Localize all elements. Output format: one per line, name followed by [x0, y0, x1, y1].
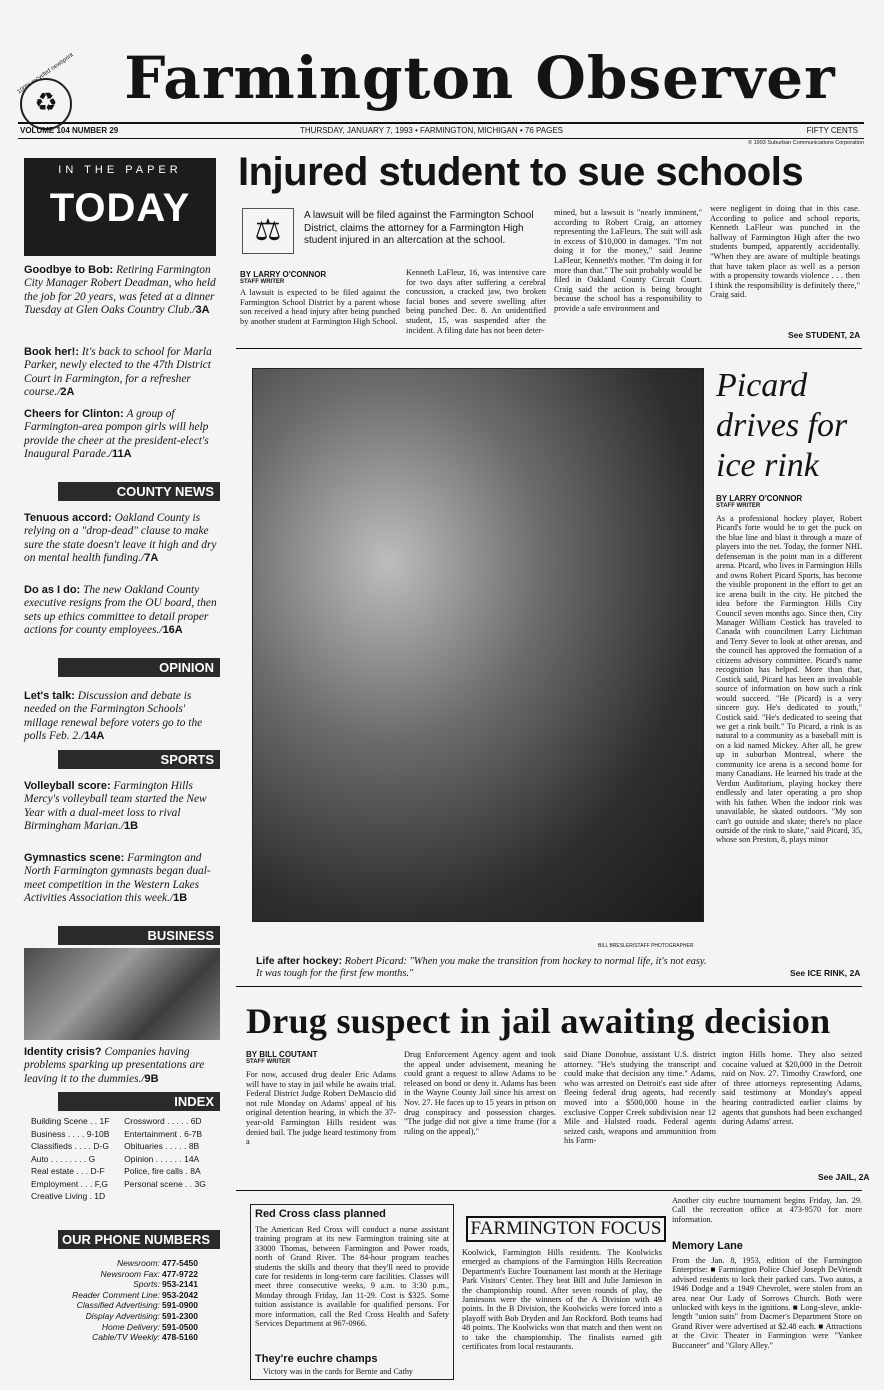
phone-label: Sports: [133, 1279, 160, 1290]
teaser-cheers-clinton[interactable] [24, 408, 220, 462]
volume-number: VOLUME 104 NUMBER 29 [20, 126, 119, 135]
teaser-page: 2A [60, 386, 75, 399]
teaser-goodbye-bob[interactable] [24, 264, 220, 318]
photo-credit: BILL BRESLER/STAFF PHOTOGRAPHER [598, 943, 694, 949]
phone-label: Cable/TV Weekly: [92, 1332, 160, 1343]
section-index: INDEX [58, 1092, 220, 1111]
scales-of-justice-icon: ⚖ [242, 208, 294, 254]
phone-label: Reader Comment Line: [72, 1289, 160, 1300]
story2-see-jump[interactable]: See ICE RINK, 2A [790, 968, 861, 978]
section-county-news: COUNTY NEWS [58, 482, 220, 501]
farmington-focus-title: FARMINGTON FOCUS [466, 1216, 666, 1242]
index-row [30, 1116, 218, 1127]
teaser-head: Book her!: [24, 346, 79, 358]
phone-number: 477-9722 [162, 1268, 198, 1279]
in-the-paper-label: IN THE PAPER [58, 164, 182, 176]
story2-byline-block [716, 494, 866, 509]
teaser-head: Do as I do: [24, 584, 81, 596]
business-photo [24, 948, 220, 1040]
index-cell: Building Scene . . 1F [31, 1116, 110, 1126]
masthead-title: Farmington Observer [124, 44, 836, 112]
index-cell [123, 1191, 218, 1202]
story1-col4: were negligent in doing that in this case. According to police and school reports, Kenneth LaFleur was punched in the hallway of Farmington High after the two students bumped, apparently accidentally. "When they are aware of multiple beatings that have taken place as well as a person with a propensity towards violence . . . then I think the responsibility is definitely there," Craig said. [710, 204, 860, 300]
story3-col3: said Diane Donohue, assistant U.S. district attorney. "He's studying the transcript and could make that decision any time." Adams, who was arrested on Detroit's east side after fleeing federal drug agents, had recently moved into a $500,000 house in the exclusive Copper Creek subdivision near 12 Mile and Halsted roads. Federal agents seized cash, weapons and ammunition from his Farm- [564, 1050, 716, 1146]
story3-col1: For now, accused drug dealer Eric Adams will have to stay in jail while he awaits trial. Federal District Judge Robert DeMascio did not rule Monday on Adams' appeal of his original detention hearing, in which the 37-year-old Farmington Hills resident was denied bail. The judge heard testimony from a [246, 1070, 396, 1147]
index-cell: Police, fire calls . 8A [124, 1166, 201, 1176]
teaser-head: Gymnastics scene: [24, 852, 125, 864]
recycle-label: 100% recycled newsprint [16, 52, 75, 96]
phone-row [28, 1311, 220, 1322]
teaser-book-her[interactable] [24, 346, 220, 400]
teaser-page: 3A [195, 304, 210, 317]
recycle-icon: ♻ [20, 78, 72, 130]
index-row [30, 1191, 218, 1202]
phone-label: Newsroom Fax: [100, 1268, 160, 1279]
story3-byline-block [246, 1050, 396, 1065]
story3-byline-title: STAFF WRITER [246, 1059, 291, 1065]
index-cell: Classifieds . . . . D-G [31, 1141, 109, 1151]
story1-col2: Kenneth LaFleur, 16, was intensive care for two days after suffering a cerebral concussion, a cracked jaw, two broken facial bones and severe swelling after being punched Dec. 8. An unidentified student, 15, was suspended after the incident. A filing date has not been deter- [406, 268, 546, 335]
teaser-gymnastics[interactable] [24, 852, 220, 906]
today-label: TODAY [49, 186, 191, 230]
hockey-store-photo [252, 368, 704, 922]
index-cell: Real estate . . . D-F [31, 1166, 105, 1176]
story3-see-jump[interactable]: See JAIL, 2A [818, 1172, 870, 1182]
memory-lane-head: Memory Lane [672, 1240, 743, 1252]
phone-number: 591-0500 [162, 1321, 198, 1332]
copyright: © 1993 Suburban Communications Corporation [748, 140, 864, 146]
story1-byline: BY LARRY O'CONNOR [240, 270, 327, 279]
caption-text: Robert Picard: "When you make the transition from hockey to normal life, it's not easy. It was tough for the first few months." [256, 956, 707, 979]
in-the-paper-today-box [24, 158, 216, 256]
phone-row [28, 1258, 220, 1269]
teaser-head: Goodbye to Bob: [24, 264, 114, 276]
index-table [28, 1114, 220, 1204]
story2-byline: BY LARRY O'CONNOR [716, 494, 803, 503]
teaser-tenuous-accord[interactable] [24, 512, 220, 566]
index-cell: Obituaries . . . . . 8B [124, 1141, 200, 1151]
redcross-brief-box [250, 1204, 454, 1380]
phone-label: Classified Advertising: [76, 1300, 160, 1311]
phone-label: Display Advertising: [85, 1310, 160, 1321]
story1-deck: A lawsuit will be filed against the Farmington School District, claims the attorney for a Farmington High student injured in an altercation at the school. [304, 210, 534, 246]
phone-label: Home Delivery: [101, 1321, 160, 1332]
section-opinion: OPINION [58, 658, 220, 677]
story2-byline-title: STAFF WRITER [716, 503, 761, 509]
teaser-page: 1B [124, 820, 139, 833]
teaser-body: Discussion and debate is needed on the Farmington Schools' millage renewal before voters go to the polls Feb. 2./ [24, 690, 203, 743]
story3-col4: ington Hills home. They also seized cocaine valued at $20,000 in the Detroit raid on Nov. 27. Timothy Crawford, one of three attorneys representing Adams, said testimony at Monday's appeal hearing contradicted earlier claims by agents that gunshots had been exchanged during Adams' arrest. [722, 1050, 862, 1127]
teaser-head: Let's talk: [24, 690, 75, 702]
teaser-page: 9B [144, 1072, 159, 1085]
phone-row [28, 1279, 220, 1290]
teaser-body: The new Oakland County executive resigns from the OU board, then sets up ethics committee to detail proper actions for county employees./ [24, 584, 217, 637]
teaser-body: It's back to school for Marla Parker, newly elected to the 47th District Court in Farmington, for a refresher course./ [24, 346, 212, 399]
redcross-head: Red Cross class planned [255, 1208, 386, 1220]
teaser-identity-crisis[interactable] [24, 1046, 220, 1086]
index-cell: Personal scene . . 3G [124, 1178, 206, 1189]
teaser-page: 7A [144, 552, 159, 565]
section-phone-numbers: OUR PHONE NUMBERS [58, 1230, 220, 1249]
phone-list [28, 1258, 220, 1343]
story1-col3: mined, but a lawsuit is "nearly imminent," according to Robert Craig, an attorney representing the LaFleurs. The suit will ask in excess of $10,000 in damages. "I'm not doing it for the money," said Jeanne LaFleur, Kenneth's mother. "I'm doing it for more than that." The suit probably would be filed in Oakland County Circuit Court. Craig said the action is being brought because the school has a responsibility to provide a safe environment and [554, 208, 702, 313]
story1-see-jump[interactable]: See STUDENT, 2A [788, 330, 861, 340]
photo-caption [256, 956, 712, 980]
teaser-head: Cheers for Clinton: [24, 408, 124, 420]
headline-injured-student[interactable]: Injured student to sue schools [238, 150, 804, 194]
index-row [30, 1129, 218, 1140]
teaser-body: Retiring Farmington City Manager Robert Deadman, who held the job for 20 years, was feted at a dinner Tuesday at Glen Oaks Country Club./ [24, 264, 216, 317]
story1-byline-block [240, 270, 400, 285]
teaser-body: Oakland County is relying on a "drop-dead" clause to make sure the state doesn't leave it high and dry on mental health funding./ [24, 512, 217, 565]
phone-number: 953-2141 [162, 1279, 198, 1290]
story3-byline: BY BILL COUTANT [246, 1050, 318, 1059]
teaser-body: Companies having problems sparking up presentations are leaving it to the dummies./ [24, 1046, 205, 1085]
teaser-page: 16A [162, 624, 183, 637]
teaser-body: A group of Farmington-area pompon girls will help provide the cheer at the president-elect's Inaugural Parade./ [24, 408, 209, 461]
phone-row [28, 1332, 220, 1343]
index-row [30, 1141, 218, 1152]
phone-row [28, 1290, 220, 1301]
headline-picard[interactable]: Picard drives for ice rink [716, 367, 848, 484]
index-cell: Creative Living . 1D [31, 1191, 106, 1201]
index-cell: Business . . . . 9-10B [31, 1128, 110, 1139]
phone-number: 478-5160 [162, 1332, 198, 1343]
teaser-volleyball[interactable] [24, 780, 220, 834]
teaser-page: 1B [173, 892, 188, 905]
phone-row [28, 1322, 220, 1333]
index-row [30, 1179, 218, 1190]
teaser-lets-talk[interactable] [24, 690, 220, 744]
phone-number: 591-2300 [162, 1310, 198, 1321]
memory-lane-body: From the Jan. 8, 1953, edition of the Farmington Enterprise: ■ Farmington Police Chief Joseph DeVriendt advised residents to lock their parked cars. Two autos, a 1946 Dodge and a 1949 Chevrolet, were stolen from an area near Our Lady of Sorrows Church. Both were unlocked with keys in the ignitions. ■ Long-sleve, ankle-length "union suits" from Dacmer's Department Store on Grand River were advertised at $2.48 each. ■ Attractions at the Civic Theater in Farmington were "Yankee Buccaneer" and "Glory Alley." [672, 1256, 862, 1350]
focus-body: Koolwick, Farmington Hills residents. The Koolwicks emerged as champions of the Farmington Hills Recreation Department's Euchre Tournament last month at the Heritage Park Visitors' Center. They beat Bill and Julie Jamieson in the championship round. After seven rounds of play, the Jamiesons were the winners of the A Division with 49 points. In the B Division, the Koolwicks were forced into a playoff with Bob Dryden and Jan Rockford. Both teams had 48 points. The Koolwicks won that match and then went on to take the championship. The finalists earned gift certificates from local restaurants. [462, 1248, 662, 1352]
teaser-page: 11A [111, 448, 132, 461]
caption-lead: Life after hockey: [256, 956, 343, 967]
index-cell: Entertainment . 6-7B [124, 1128, 203, 1139]
story3-bottom-rule [236, 1190, 862, 1191]
story2-body: As a professional hockey player, Robert Picard's forte would be to get the puck on the blue line and blast it through a maze of players into the net. Today, the former NHL defenseman is the point man in a different arena. Picard, who lives in Farmington Hills and owns Robert Picard Sports, has become the visible proponent in the effort to get an ice arena built in the city. He pitched the idea before the Farmington Hills City Council seven months ago. Since then, City Manager William Costick has traveled to Canada with councilmen Larry Lichtman and Terry Sever to look at other arenas, and the council has approved the formation of a citizens advisory committee. Picard's name recognition has helped. More than that, Costick said, Picard has been an invaluable source of information on how such a rink would succeed. "He (Picard) is a very sincere guy. He's dedicated to youth," Costick said. "He's dedicated to seeing that we get a rink built." To Picard, a rink is as natural to a community as a baseball mitt is on a kid named Mickey. After all, he grew up in suburban Montreal, where the community ice arena is a second home for many Canadians. He learned his trade at the Verdun Auditorium, playing hockey there endlessly and later operating a pro shop with his father. When the indoor rink was unavailable, he skated outdoors. "My son can't go outside and skate; there's no place outside of the rink to skate," said Picard, 35, whose son Preston, 8, plays minor [716, 514, 862, 845]
index-cell: Crossword . . . . . 6D [124, 1116, 202, 1126]
teaser-body: Farmington Hills Mercy's volleyball team started the New Year with a dual-meet loss to rival Birmingham Marian./ [24, 780, 207, 833]
phone-number: 591-0900 [162, 1300, 198, 1311]
teaser-page: 14A [84, 730, 105, 743]
phone-row [28, 1300, 220, 1311]
index-row [30, 1154, 218, 1165]
story1-bottom-rule [236, 348, 862, 349]
euchre-head: They're euchre champs [255, 1353, 378, 1365]
teaser-head: Tenuous accord: [24, 512, 112, 524]
story3-col2: Drug Enforcement Agency agent and took the appeal under advisement, meaning he could grant a request to allow Adams to be released on bond or deny it. Adams has been in the Wayne County Jail since his arrest on Nov. 27. He faces up to 15 years in prison on drug conspiracy and possession charges. "The judge did not give a time frame (for a ruling on the appeal)," [404, 1050, 556, 1136]
focus-right-body: Another city euchre tournament begins Friday, Jan. 29. Call the recreation office at 473-9570 for more information. [672, 1196, 862, 1224]
teaser-head: Identity crisis? [24, 1046, 102, 1058]
section-sports: SPORTS [58, 750, 220, 769]
phone-number: 953-2042 [162, 1289, 198, 1300]
dateline: THURSDAY, JANUARY 7, 1993 • FARMINGTON, MICHIGAN • 76 PAGES [300, 126, 564, 135]
phone-number: 477-5450 [162, 1258, 198, 1268]
section-business: BUSINESS [58, 926, 220, 945]
teaser-body: Farmington and North Farmington gymnasts began dual-meet competition in the Western Lakes Activities Association this week./ [24, 852, 211, 905]
headline-drug-suspect[interactable]: Drug suspect in jail awaiting decision [246, 1001, 831, 1041]
euchre-body: Victory was in the cards for Bernie and Cathy [263, 1367, 414, 1376]
teaser-do-as-i-do[interactable] [24, 584, 220, 638]
index-cell: Employment . . . F,G [31, 1178, 108, 1189]
story2-bottom-rule [236, 986, 862, 987]
phone-label: Newsroom: [117, 1258, 160, 1268]
masthead-rule-lower [18, 138, 864, 139]
story1-col1: A lawsuit is expected to be filed against the Farmington School District by a parent whose son received a head injury after being punched by another student at Farmington High School. [240, 288, 400, 326]
index-row [30, 1166, 218, 1177]
price: FIFTY CENTS [806, 126, 858, 135]
teaser-head: Volleyball score: [24, 780, 111, 792]
index-cell: Auto . . . . . . . . G [31, 1153, 96, 1164]
index-cell: Opinion . . . . . . 14A [124, 1153, 200, 1164]
redcross-body: The American Red Cross will conduct a nurse assistant training program at its new Farmington training site at 33000 Thomas, between Farmington and Power roads, north of Grand River. The 84-hour program teaches students the skills and theory that they'll need to provide care for residents in long-term care facilities. Classes will meet three consecutive weeks, 9 a.m. to 3:30 p.m., Monday through Friday, Jan 11-29. Cost is $325. Some tuition assistance is available for qualified persons. For more information, call the Red Cross Health and Safety Services Department at 967-0966. [255, 1225, 449, 1329]
story1-byline-title: STAFF WRITER [240, 279, 285, 285]
phone-row [28, 1269, 220, 1280]
